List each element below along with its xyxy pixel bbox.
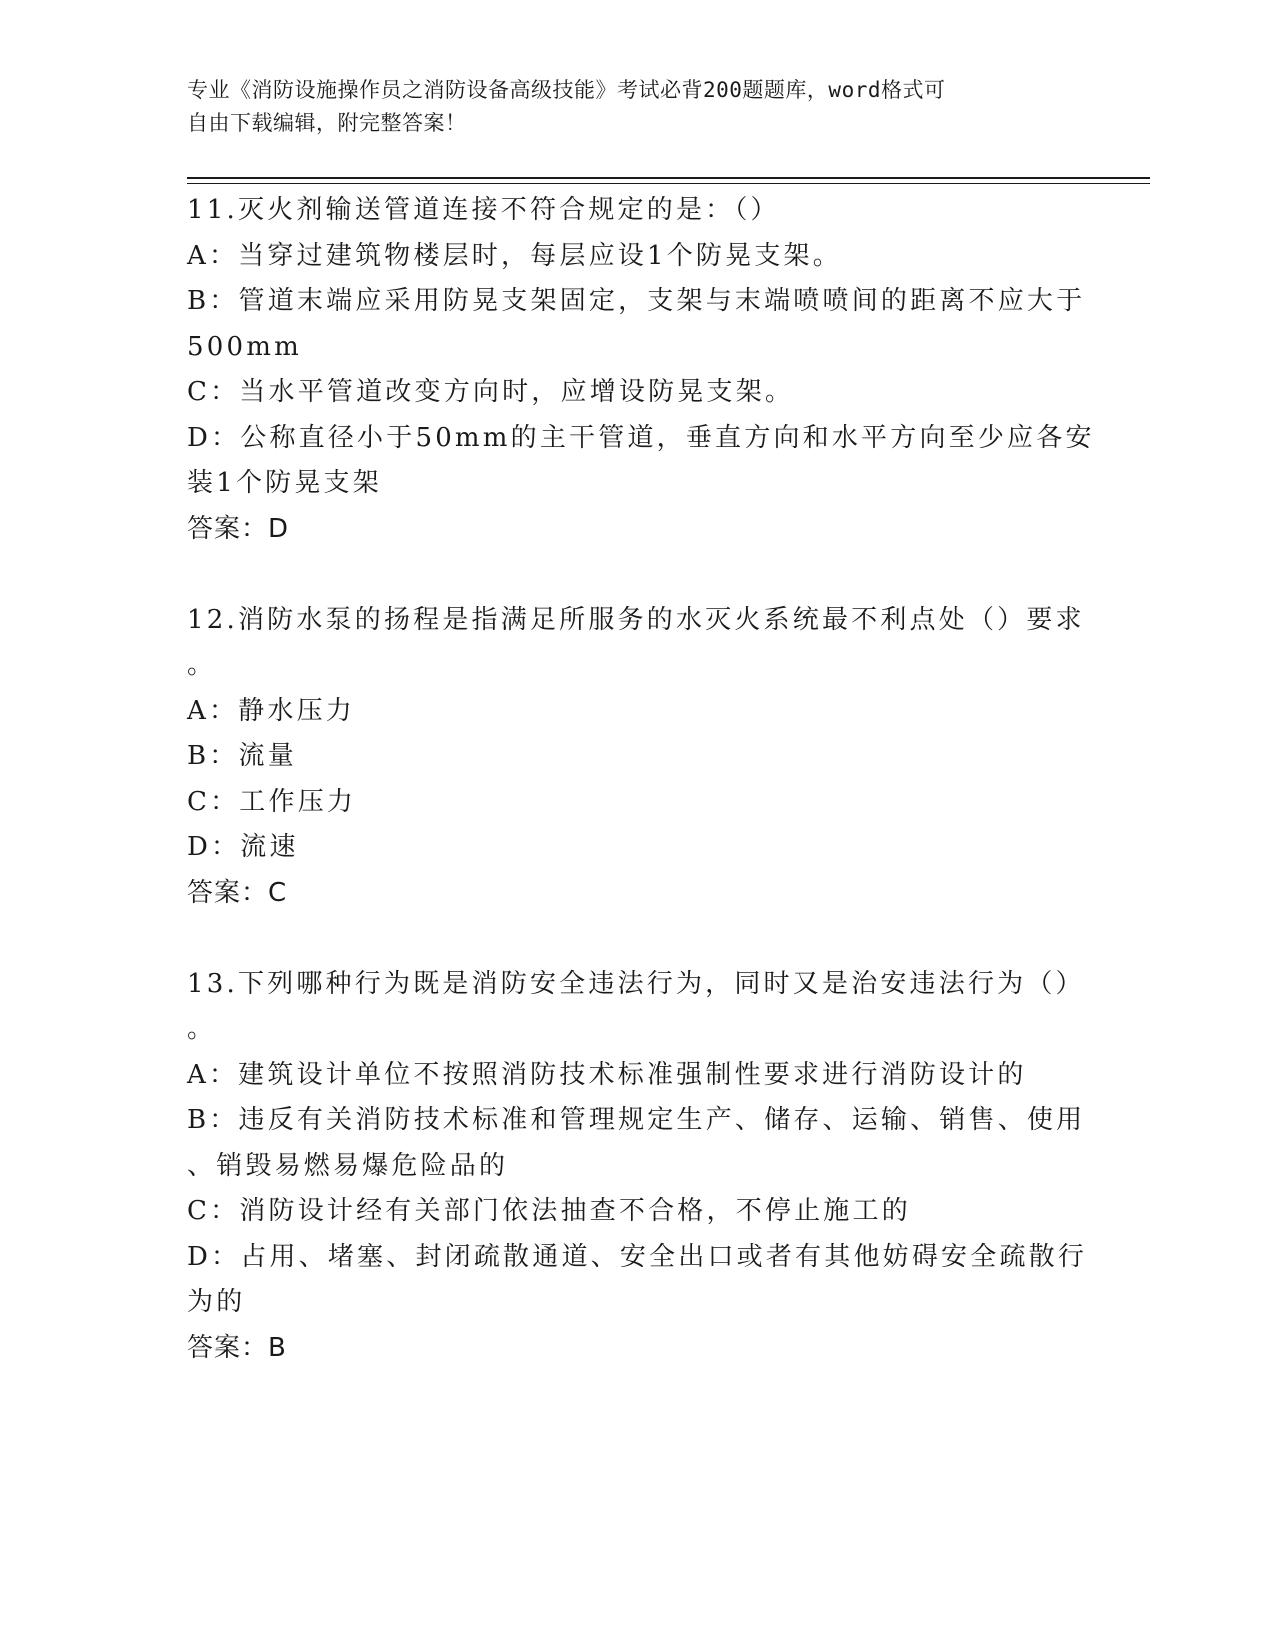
question-spacer bbox=[187, 916, 1087, 962]
option-b: B：违反有关消防技术标准和管理规定生产、储存、运输、销售、使用 bbox=[187, 1105, 1086, 1135]
question-stem: 12.消防水泵的扬程是指满足所服务的水灭火系统最不利点处（）要求 bbox=[187, 604, 1085, 635]
option-c: C：工作压力 bbox=[187, 786, 357, 817]
question-stem: 11.灭火剂输送管道连接不符合规定的是：（） bbox=[187, 195, 780, 225]
question-12 bbox=[187, 598, 1087, 917]
question-13 bbox=[187, 962, 1087, 1372]
document-header bbox=[187, 74, 1067, 140]
question-stem-continued: 。 bbox=[187, 1014, 217, 1044]
question-stem-continued: 。 bbox=[187, 650, 217, 680]
question-list bbox=[187, 188, 1095, 1371]
header-divider-thick bbox=[187, 177, 1150, 179]
option-d: D：公称直径小于50mm的主干管道，垂直方向和水平方向至少应各安 bbox=[187, 422, 1095, 453]
option-d-continued: 为的 bbox=[187, 1287, 246, 1317]
option-a: A：当穿过建筑物楼层时，每层应设1个防晃支架。 bbox=[187, 240, 842, 271]
option-c: C：当水平管道改变方向时，应增设防晃支架。 bbox=[187, 377, 795, 407]
question-stem: 13.下列哪种行为既是消防安全违法行为，同时又是治安违法行为（） bbox=[187, 968, 1085, 999]
header-line-2: 自由下载编辑，附完整答案！ bbox=[187, 111, 467, 135]
option-a: A：建筑设计单位不按照消防技术标准强制性要求进行消防设计的 bbox=[187, 1059, 1027, 1090]
option-a: A：静水压力 bbox=[187, 695, 355, 726]
option-d-continued: 装1个防晃支架 bbox=[187, 468, 382, 498]
option-d: D：占用、堵塞、封闭疏散通道、安全出口或者有其他妨碍安全疏散行 bbox=[187, 1241, 1088, 1272]
option-b-continued: 、销毁易燃易爆危险品的 bbox=[187, 1150, 509, 1181]
header-line-1: 专业《消防设施操作员之消防设备高级技能》考试必背200题题库，word格式可 bbox=[187, 78, 946, 102]
answer: 答案：C bbox=[187, 877, 288, 908]
question-11 bbox=[187, 188, 1095, 552]
option-b-continued: 500mm bbox=[187, 331, 302, 362]
question-spacer bbox=[187, 552, 1087, 598]
option-d: D：流速 bbox=[187, 832, 299, 862]
header-divider-thin bbox=[187, 183, 1150, 184]
option-c: C：消防设计经有关部门依法抽查不合格，不停止施工的 bbox=[187, 1196, 911, 1226]
answer: 答案：D bbox=[187, 513, 290, 544]
answer: 答案：B bbox=[187, 1332, 287, 1363]
option-b: B：管道末端应采用防晃支架固定，支架与末端喷喷间的距离不应大于 bbox=[187, 286, 1086, 316]
option-b: B：流量 bbox=[187, 741, 297, 771]
